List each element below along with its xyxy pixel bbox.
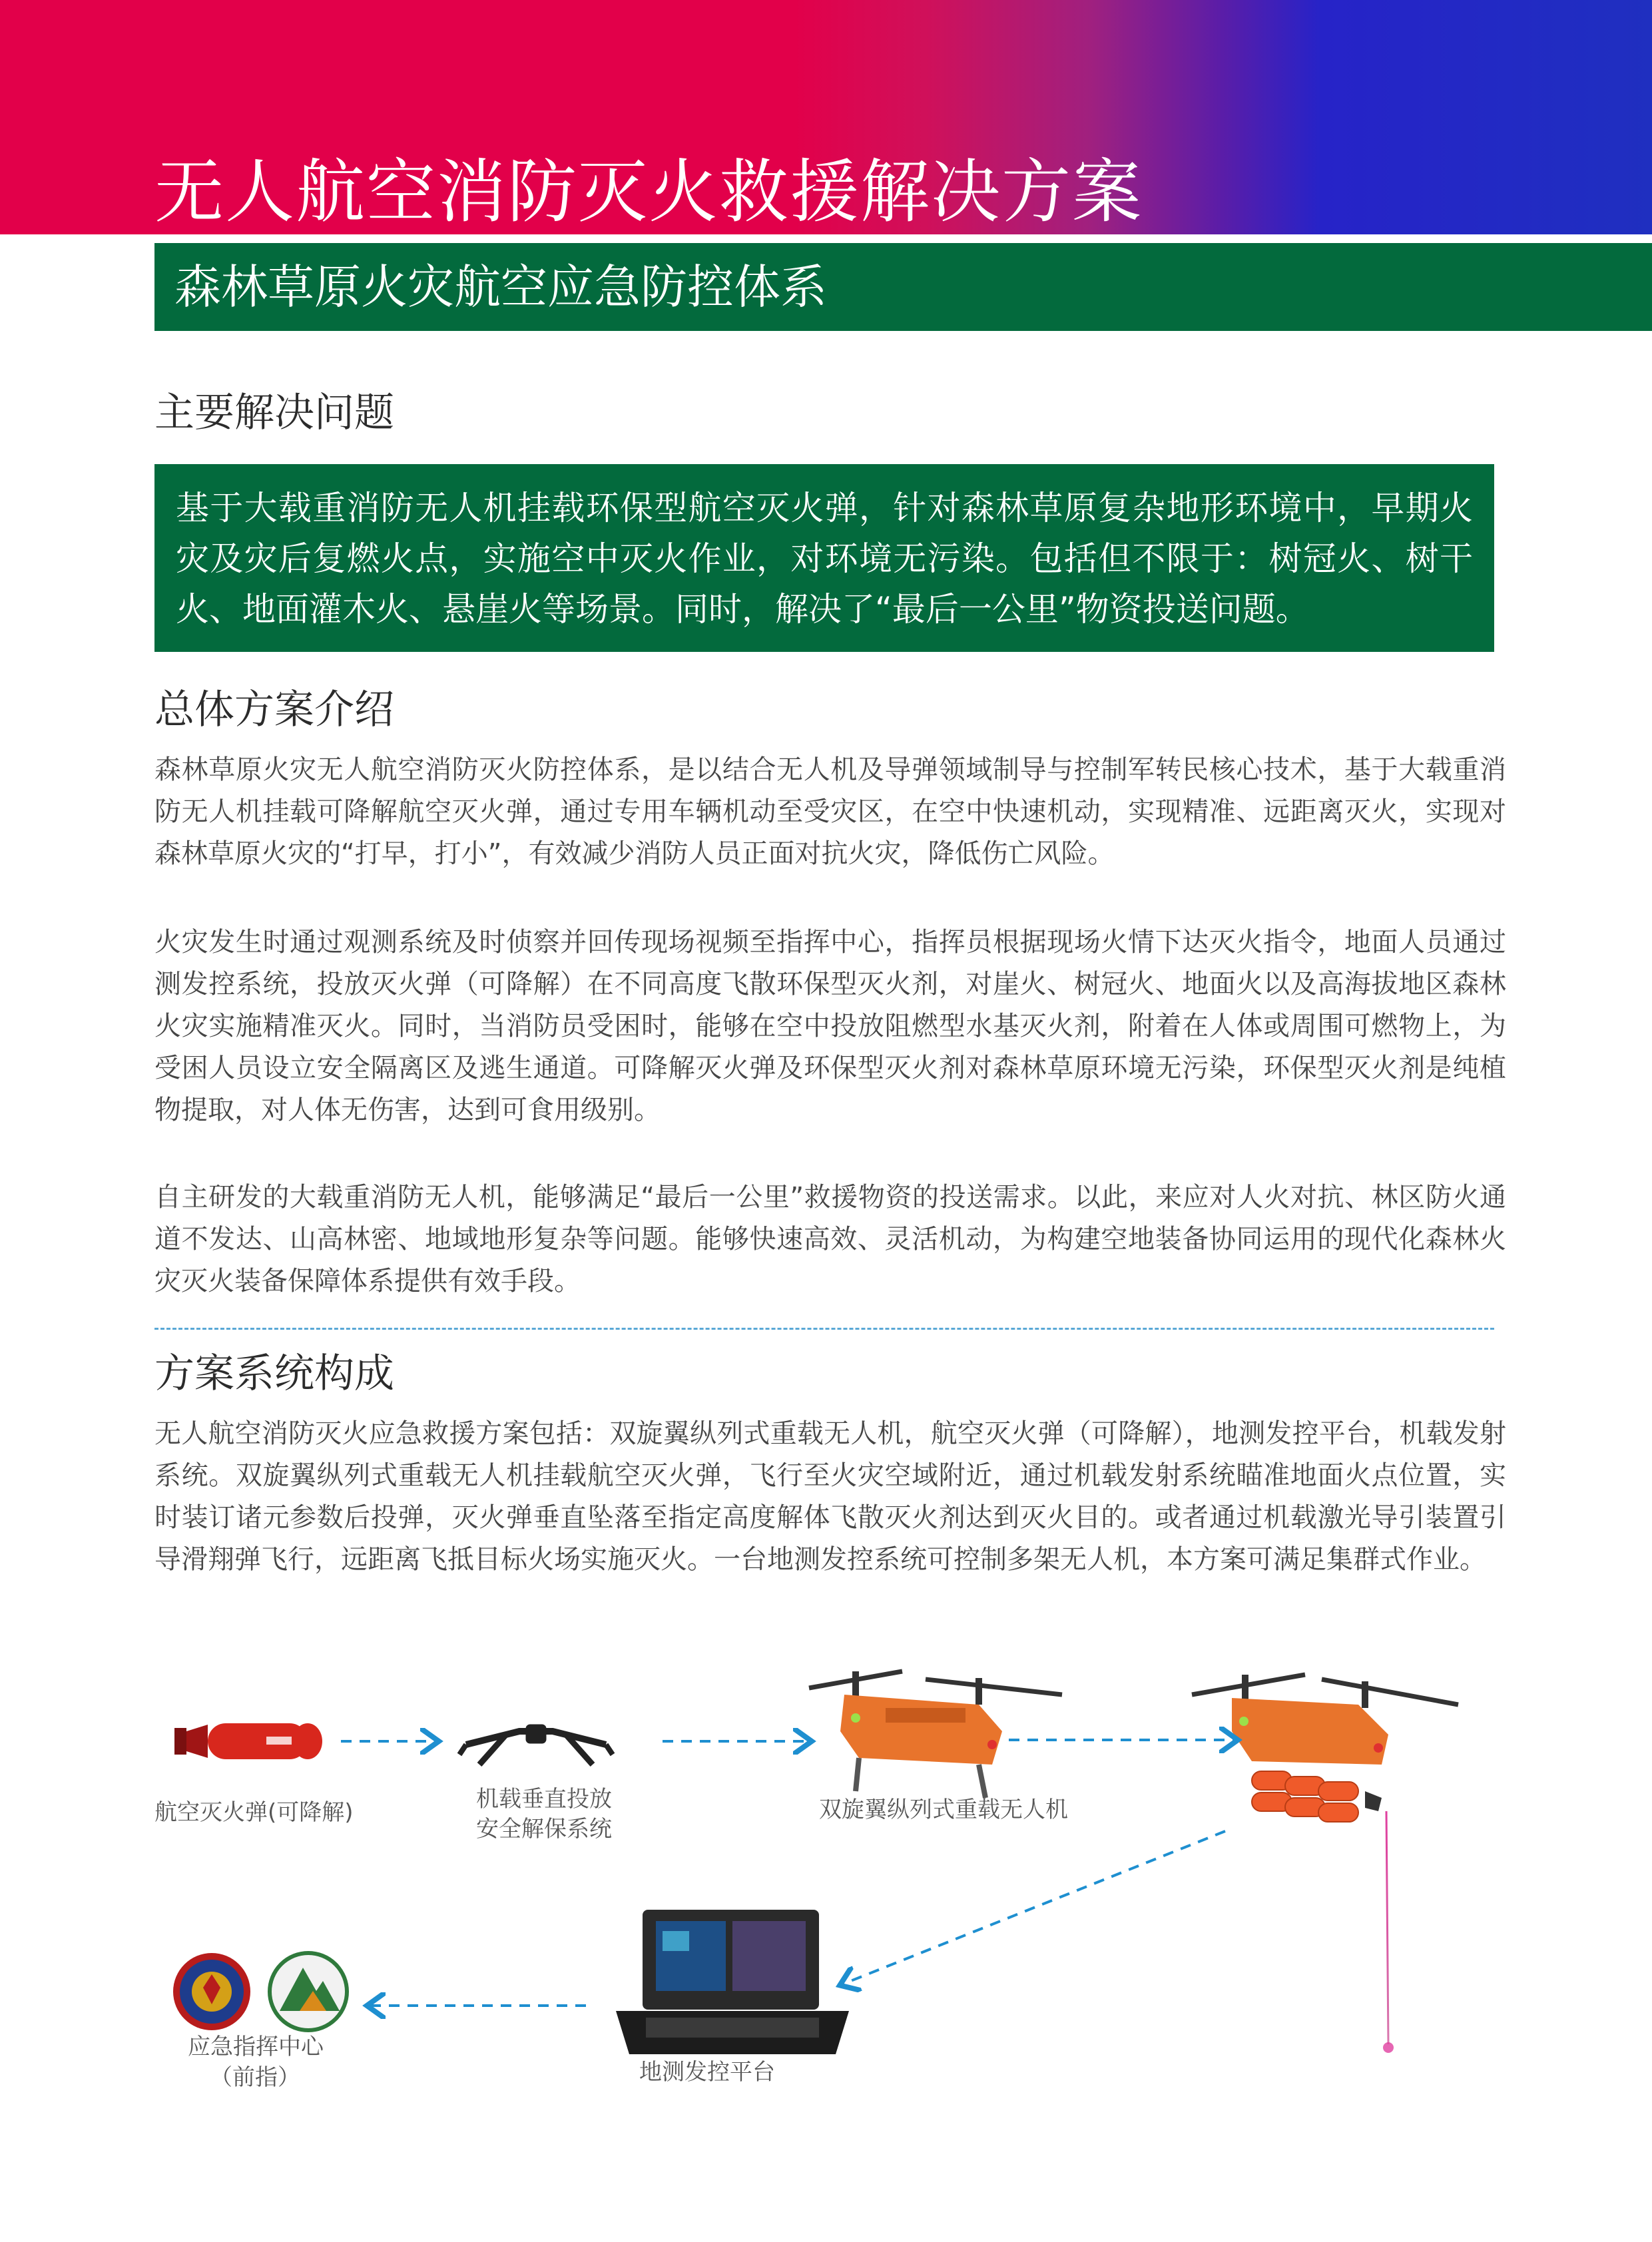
laser-beam — [1386, 1811, 1388, 2044]
ground-control-icon — [616, 1910, 849, 2054]
command-caption-line1: 应急指挥中心 — [188, 2034, 324, 2060]
overview-paragraph-3: 自主研发的大载重消防无人机，能够满足“最后一公里”救援物资的投送需求。以此，来应对人火对抗、林区防火通道不发达、山高林密、地域地形复杂等问题。能够快速高效、灵活机动，为构建空地装备协同运用的现代化森林火灾灭火装备保障体系提供有效手段。 — [154, 1182, 1506, 1296]
armed-drone-icon — [1192, 1675, 1458, 1822]
section-heading-problems: 主要解决问题 — [154, 390, 394, 436]
release-caption-line2: 安全解保系统 — [476, 1816, 612, 1842]
laser-spot — [1383, 2042, 1394, 2053]
overview-paragraph-1: 森林草原火灾无人航空消防灭火防控体系，是以结合无人机及导弹领域制导与控制军转民核心技术，基于大载重消防无人机挂载可降解航空灭火弹，通过专用车辆机动至受灾区，在空中快速机动，实现精准、远距离灭火，实现对森林草原火灾的“打早，打小”，有效减少消防人员正面对抗火灾，降低伤亡风险。 — [154, 754, 1506, 869]
system-paragraph: 无人航空消防灭火应急救援方案包括：双旋翼纵列式重载无人机，航空灭火弹（可降解），地测发控平台，机载发射系统。双旋翼纵列式重载无人机挂载航空灭火弹，飞行至火灾空域附近，通过机载发射系统瞄准地面火点位置，实时装订诸元参数后投弹，灭火弹垂直坠落至指定高度解体飞散灭火剂达到灭火目的。或者通过机载激光导引装置引导滑翔弹飞行，远距离飞抵目标火场实施灭火。一台地测发控系统可控制多架无人机，本方案可满足集群式作业。 — [154, 1418, 1506, 1575]
page-subtitle: 森林草原火灾航空应急防控体系 — [174, 260, 827, 314]
section-heading-overview: 总体方案介绍 — [154, 687, 394, 733]
fire-rescue-emblem-icon — [173, 1953, 250, 2030]
drone-caption: 双旋翼纵列式重载无人机 — [819, 1797, 1068, 1823]
page-title: 无人航空消防灭火救援解决方案 — [154, 151, 1143, 232]
release-system-icon — [459, 1725, 613, 1765]
fire-bomb-icon — [174, 1723, 322, 1759]
ground-caption: 地测发控平台 — [639, 2059, 775, 2086]
problem-text: 基于大载重消防无人机挂载环保型航空灭火弹，针对森林草原复杂地形环境中，早期火灾及灾后复燃火点，实施空中灭火作业，对环境无污染。包括但不限于：树冠火、树干火、地面灌木火、悬崖火等场景。同时，解决了“最后一公里”物资投送问题。 — [176, 489, 1473, 629]
tandem-drone-icon — [809, 1671, 1062, 1798]
problem-highlight-box — [154, 464, 1494, 652]
command-caption-line2: （前指） — [210, 2064, 300, 2091]
release-caption-line1: 机载垂直投放 — [476, 1786, 612, 1813]
overview-paragraph-2: 火灾发生时通过观测系统及时侦察并回传现场视频至指挥中心，指挥员根据现场火情下达灭火指令，地面人员通过测发控系统，投放灭火弹（可降解）在不同高度飞散环保型灭火剂，对崖火、树冠火、地面火以及高海拔地区森林火灾实施精准灭火。同时，当消防员受困时，能够在空中投放阻燃型水基灭火剂，附着在人体或周围可燃物上，为受困人员设立安全隔离区及逃生通道。可降解灭火弹及环保型灭火剂对森林草原环境无污染，环保型灭火剂是纯植物提取，对人体无伤害，达到可食用级别。 — [154, 927, 1506, 1125]
section-divider — [154, 1328, 1494, 1330]
forest-fire-emblem-icon — [270, 1953, 347, 2030]
arrow-drone-to-ground — [842, 1831, 1225, 1984]
bomb-caption: 航空灭火弹(可降解) — [154, 1799, 354, 1826]
section-heading-system: 方案系统构成 — [154, 1350, 394, 1397]
